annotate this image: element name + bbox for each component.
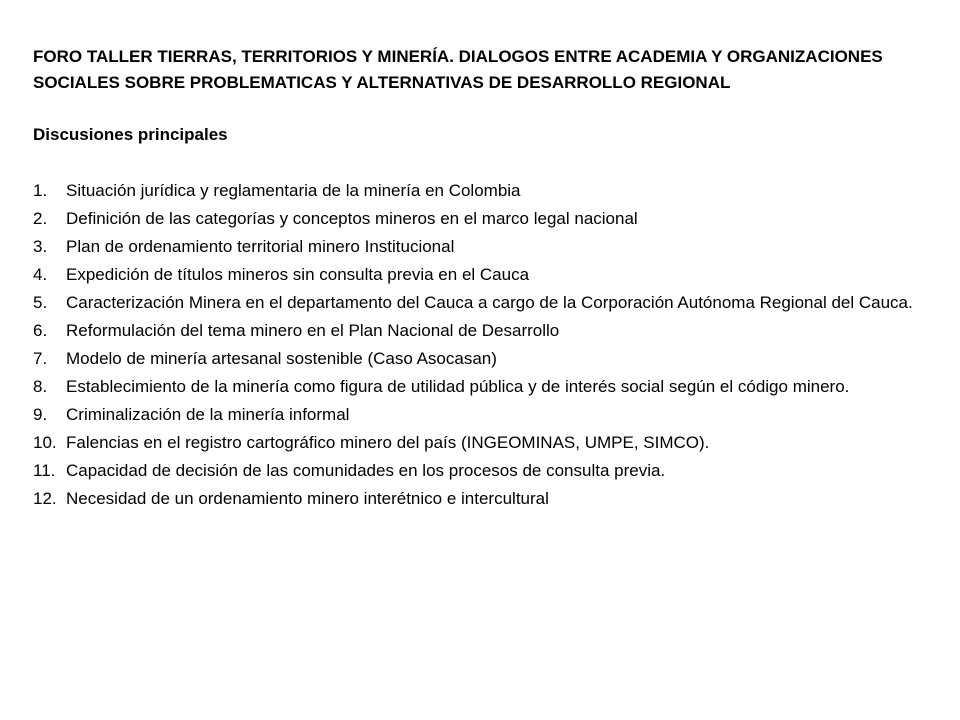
list-item <box>33 457 938 485</box>
item-number: 3. <box>33 237 48 256</box>
item-text: Expedición de títulos mineros sin consulta previa en el Cauca <box>66 265 530 284</box>
list-item <box>33 317 938 345</box>
item-text: Caracterización Minera en el departamento del Cauca a cargo de la Corporación Autónoma Regional del Cauca. <box>66 293 913 312</box>
list-item <box>33 373 938 401</box>
item-text: Reformulación del tema minero en el Plan Nacional de Desarrollo <box>66 321 560 340</box>
item-number: 5. <box>33 293 48 312</box>
item-number: 7. <box>33 349 48 368</box>
list-item <box>33 233 938 261</box>
item-text: Criminalización de la minería informal <box>66 405 350 424</box>
slide-content <box>33 44 938 513</box>
item-text: Falencias en el registro cartográfico minero del país (INGEOMINAS, UMPE, SIMCO). <box>66 433 710 452</box>
item-text: Necesidad de un ordenamiento minero interétnico e intercultural <box>66 489 549 508</box>
item-number: 4. <box>33 265 48 284</box>
item-number: 9. <box>33 405 48 424</box>
section-heading: Discusiones principales <box>33 125 228 144</box>
item-number: 10. <box>33 433 57 452</box>
list-item <box>33 429 938 457</box>
list-item <box>33 261 938 289</box>
item-number: 2. <box>33 209 48 228</box>
discussion-list <box>33 177 938 513</box>
list-item <box>33 401 938 429</box>
list-item <box>33 177 938 205</box>
list-item <box>33 289 938 317</box>
item-text: Definición de las categorías y conceptos mineros en el marco legal nacional <box>66 209 638 228</box>
item-text: Situación jurídica y reglamentaria de la minería en Colombia <box>66 181 521 200</box>
item-number: 1. <box>33 181 48 200</box>
list-item <box>33 485 938 513</box>
item-number: 6. <box>33 321 48 340</box>
item-number: 8. <box>33 377 48 396</box>
item-text: Capacidad de decisión de las comunidades en los procesos de consulta previa. <box>66 461 666 480</box>
document-title: FORO TALLER TIERRAS, TERRITORIOS Y MINERÍA. DIALOGOS ENTRE ACADEMIA Y ORGANIZACIONES SOCIALES SOBRE PROBLEMATICAS Y ALTERNATIVAS DE DESARROLLO REGIONAL <box>33 47 883 92</box>
item-text: Establecimiento de la minería como figura de utilidad pública y de interés social según el código minero. <box>66 377 850 396</box>
item-text: Plan de ordenamiento territorial minero Institucional <box>66 237 455 256</box>
item-number: 11. <box>33 461 56 480</box>
item-number: 12. <box>33 489 57 508</box>
list-item <box>33 345 938 373</box>
list-item <box>33 205 938 233</box>
item-text: Modelo de minería artesanal sostenible (Caso Asocasan) <box>66 349 497 368</box>
